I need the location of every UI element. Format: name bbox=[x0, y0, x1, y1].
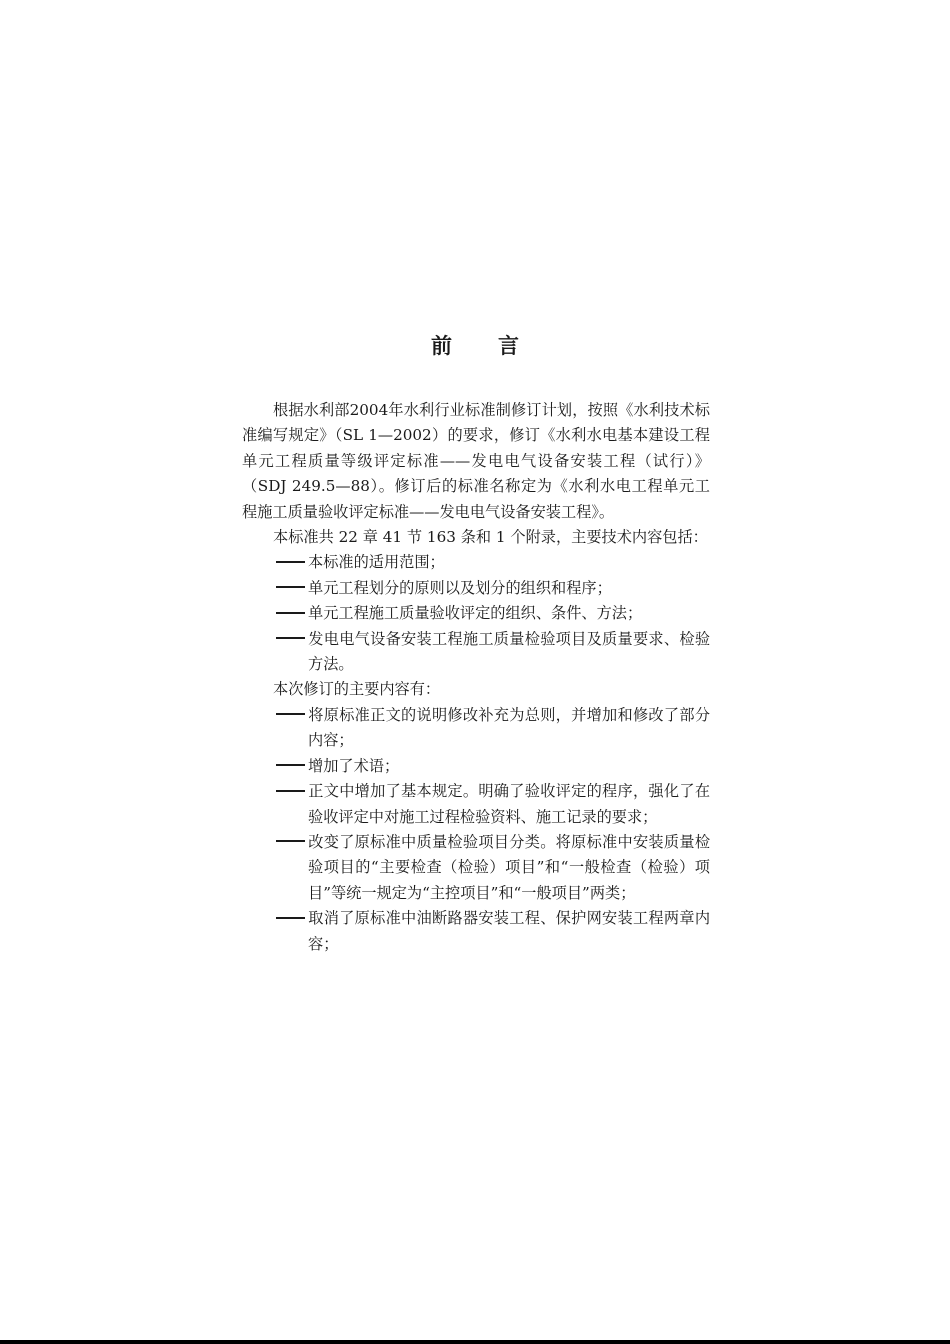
dash-marker bbox=[276, 703, 308, 728]
dash-marker bbox=[276, 627, 308, 652]
intro-paragraph: 根据水利部2004年水利行业标准制修订计划，按照《水利技术标准编写规定》（SL 1—2002）的要求，修订《水利水电基本建设工程单元工程质量等级评定标准——发电电气设备安装工程（试行）》（SDJ 249.5—88）。修订后的标准名称定为《水利水电工程单元工程施工质量验收评定标准——发电电气设备安装工程》。 bbox=[242, 401, 710, 521]
content-item bbox=[242, 601, 710, 626]
dash-marker bbox=[276, 906, 308, 931]
bottom-border-line bbox=[0, 1340, 950, 1344]
revision-item-text: 正文中增加了基本规定。明确了验收评定的程序，强化了在验收评定中对施工过程检验资料、施工记录的要求； bbox=[308, 782, 710, 826]
dash-marker bbox=[276, 779, 308, 804]
dash-marker bbox=[276, 550, 308, 575]
content-item-text: 单元工程施工质量验收评定的组织、条件、方法； bbox=[308, 604, 643, 623]
revision-item bbox=[242, 830, 710, 906]
dash-marker bbox=[276, 754, 308, 779]
revision-item bbox=[242, 779, 710, 830]
contents-paragraph: 本标准共 22 章 41 节 163 条和 1 个附录，主要技术内容包括： bbox=[273, 528, 708, 547]
content-item bbox=[242, 550, 710, 575]
revision-item bbox=[242, 906, 710, 957]
page-title: 前言 bbox=[431, 334, 565, 358]
revision-item-text: 将原标准正文的说明修改补充为总则，并增加和修改了部分内容； bbox=[308, 705, 710, 750]
content-item-text: 单元工程划分的原则以及划分的组织和程序； bbox=[308, 578, 612, 597]
content-item-text: 发电电气设备安装工程施工质量检验项目及质量要求、检验方法。 bbox=[308, 629, 710, 674]
revision-intro: 本次修订的主要内容有： bbox=[273, 680, 441, 699]
revision-item bbox=[242, 703, 710, 754]
dash-marker bbox=[276, 576, 308, 601]
revision-item-text: 增加了术语； bbox=[308, 756, 400, 775]
document-body bbox=[242, 398, 710, 957]
content-item-text: 本标准的适用范围； bbox=[308, 553, 445, 572]
revision-item bbox=[242, 754, 710, 779]
revision-item-text: 取消了原标准中油断路器安装工程、保护网安装工程两章内容； bbox=[308, 909, 710, 953]
dash-marker bbox=[276, 830, 308, 855]
content-item bbox=[242, 627, 710, 678]
revision-item-text: 改变了原标准中质量检验项目分类。将原标准中安装质量检验项目的“主要检查（检验）项目”和“一般检查（检验）项目”等统一规定为“主控项目”和“一般项目”两类； bbox=[308, 832, 710, 902]
content-item bbox=[242, 576, 710, 601]
dash-marker bbox=[276, 601, 308, 626]
